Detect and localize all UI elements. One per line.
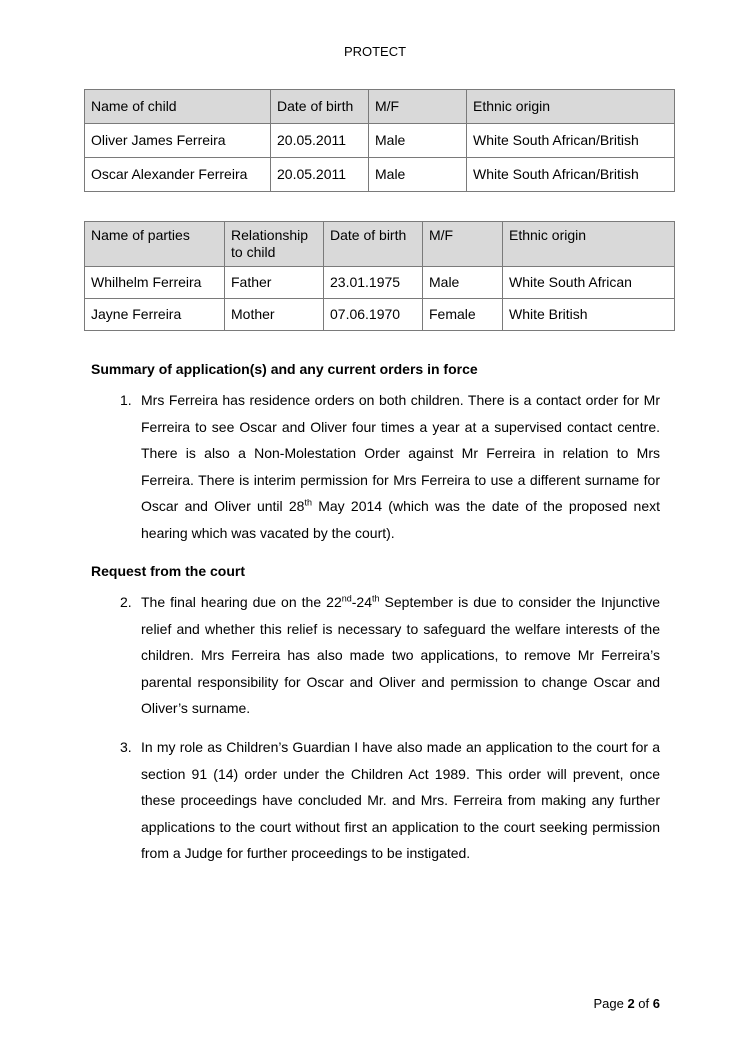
summary-heading: Summary of application(s) and any current orders in force [91, 361, 478, 377]
table-cell: Father [225, 267, 324, 299]
paragraph-text: In my role as Children’s Guardian I have also made an application to the court for a section 91 (14) order under the Children Act 1989. This order will prevent, once these proceedings have concluded Mr. and Mrs. Ferreira from making any further applications to the court without first an application to the court seeking permission from a Judge for further proceedings to be instigated. [141, 739, 660, 861]
table-row [85, 299, 675, 331]
paragraph-text-part: -24 [351, 594, 372, 610]
table-cell: 07.06.1970 [324, 299, 423, 331]
table-cell: 20.05.2011 [271, 124, 369, 158]
column-header: Name of child [85, 90, 271, 124]
paragraph-text [141, 387, 660, 546]
table-cell: White South African/British [467, 158, 675, 192]
paragraph-number: 1. [120, 392, 132, 408]
table-header-row [85, 222, 675, 267]
column-header: Ethnic origin [503, 222, 675, 267]
paragraph-2 [120, 589, 660, 722]
paragraph-1 [120, 387, 660, 546]
column-header: Date of birth [271, 90, 369, 124]
total-page-count: 6 [652, 996, 660, 1011]
classification-header: PROTECT [343, 44, 407, 59]
table-cell: Male [423, 267, 503, 299]
table-row [85, 158, 675, 192]
column-header: Name of parties [85, 222, 225, 267]
table-cell: Female [423, 299, 503, 331]
table-cell: White South African/British [467, 124, 675, 158]
column-header: Relationship to child [225, 222, 324, 267]
table-cell: 20.05.2011 [271, 158, 369, 192]
ordinal-suffix: nd [341, 593, 352, 604]
column-header: M/F [423, 222, 503, 267]
parties-table [84, 221, 675, 331]
table-cell: Oliver James Ferreira [85, 124, 271, 158]
paragraph-text-part: May 2014 (which was the date of the proposed next hearing which was vacated by the court). [141, 498, 660, 541]
page-number-footer [593, 996, 660, 1011]
paragraph-text-part: The final hearing due on the 22 [141, 594, 342, 610]
paragraph-3 [120, 734, 660, 867]
table-cell: Whilhelm Ferreira [85, 267, 225, 299]
table-cell: 23.01.1975 [324, 267, 423, 299]
ordinal-suffix: th [372, 593, 380, 604]
children-table [84, 89, 675, 192]
paragraph-number: 3. [120, 739, 132, 755]
table-cell: Jayne Ferreira [85, 299, 225, 331]
current-page-number: 2 [627, 996, 635, 1011]
table-cell: Oscar Alexander Ferreira [85, 158, 271, 192]
table-cell: White British [503, 299, 675, 331]
table-cell: White South African [503, 267, 675, 299]
table-header-row [85, 90, 675, 124]
column-header: M/F [369, 90, 467, 124]
of-label: of [638, 996, 650, 1011]
column-header: Ethnic origin [467, 90, 675, 124]
column-header: Date of birth [324, 222, 423, 267]
ordinal-suffix: th [304, 497, 312, 508]
request-heading: Request from the court [91, 563, 246, 579]
paragraph-text [141, 589, 660, 722]
paragraph-number: 2. [120, 594, 132, 610]
paragraph-text-part: Mrs Ferreira has residence orders on both children. There is a contact order for Mr Ferreira to see Oscar and Oliver four times a year at a supervised contact centre. There is also a Non-Molestation Order against Mr Ferreira in relation to Mrs Ferreira. There is interim permission for Mrs Ferreira to use a different surname for Oscar and Oliver until 28 [141, 392, 660, 514]
paragraph-text-part: September is due to consider the Injunctive relief and whether this relief is necessary to safeguard the welfare interests of the children. Mrs Ferreira has also made two applications, to remove Mr Ferreira’s parental responsibility for Oscar and Oliver and permission to change Oscar and Oliver’s surname. [141, 594, 660, 716]
table-row [85, 267, 675, 299]
table-cell: Male [369, 158, 467, 192]
page-label: Page [593, 996, 624, 1011]
table-row [85, 124, 675, 158]
table-cell: Male [369, 124, 467, 158]
table-cell: Mother [225, 299, 324, 331]
